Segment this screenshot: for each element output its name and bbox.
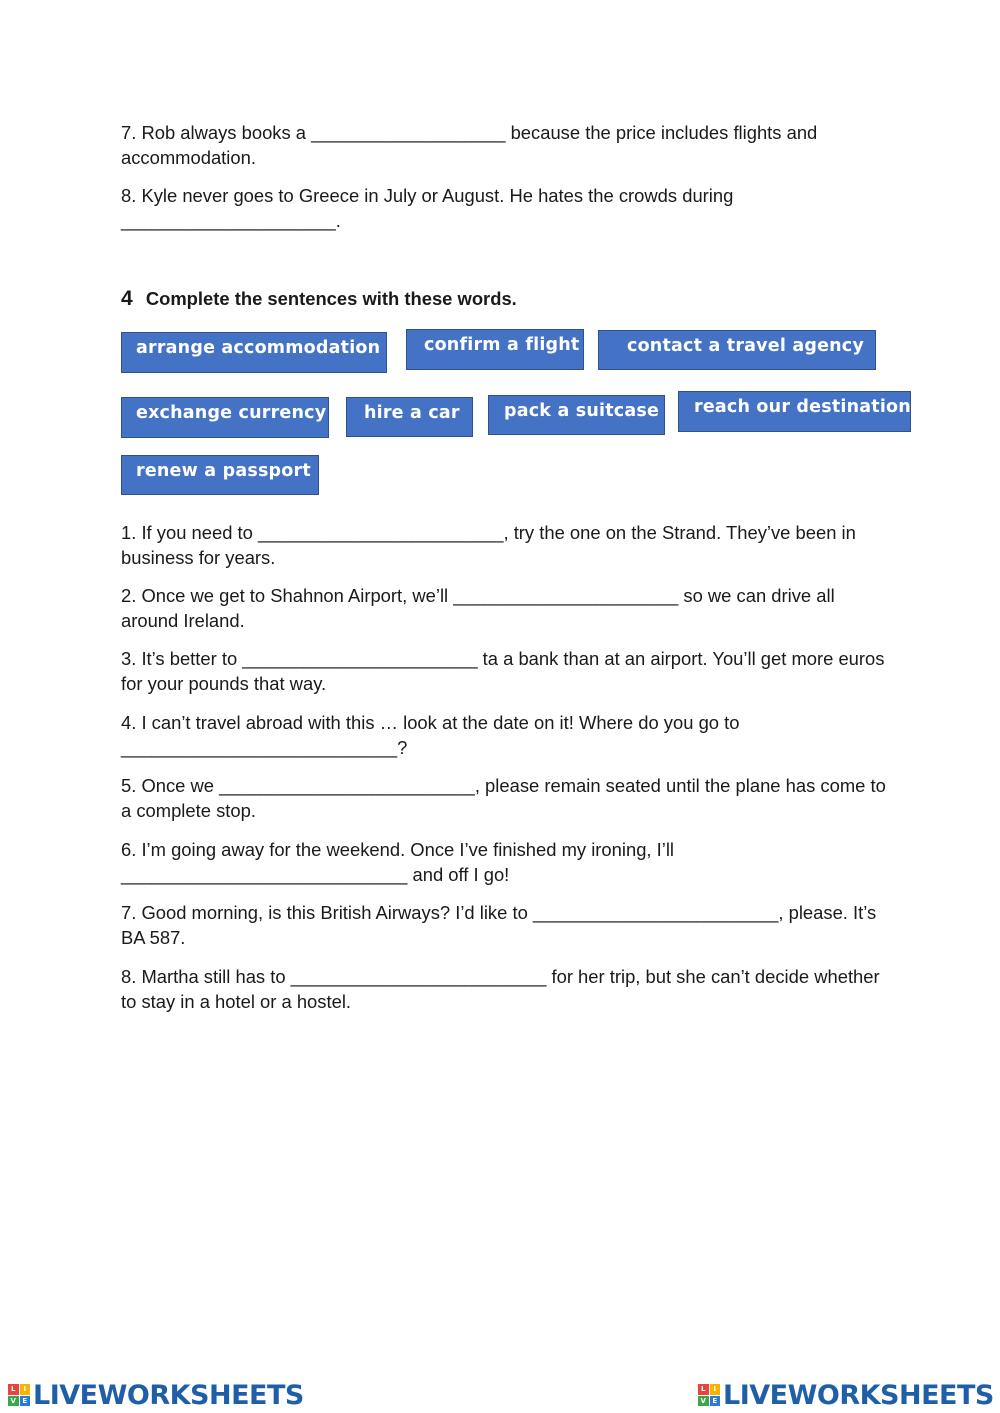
footer-logo-left xyxy=(8,1380,304,1410)
question-7: 7. Good morning, is this British Airways? I’d like to ________________________, please. It’s BA 587. xyxy=(121,902,877,948)
section-heading xyxy=(121,287,517,311)
question-4: 4. I can’t travel abroad with this … look at the date on it! Where do you go to ___________________________? xyxy=(121,712,740,758)
liveworksheets-logo-icon: L I V E xyxy=(698,1384,720,1406)
word-chip-reach-our-destination[interactable]: reach our destination xyxy=(678,391,911,432)
question-3: 3. It’s better to _______________________ ta a bank than at an airport. You’ll get more euros for your pounds that way. xyxy=(121,648,885,694)
liveworksheets-logo-icon: L I V E xyxy=(8,1384,30,1406)
logo-text: LIVEWORKSHEETS xyxy=(723,1379,994,1411)
question-top-7: 7. Rob always books a ___________________ because the price includes flights and accommodation. xyxy=(121,122,818,168)
word-chip-pack-a-suitcase[interactable]: pack a suitcase xyxy=(488,395,665,435)
question-top-8: 8. Kyle never goes to Greece in July or August. He hates the crowds during _____________________. xyxy=(121,185,734,231)
question-2: 2. Once we get to Shahnon Airport, we’ll ______________________ so we can drive all around Ireland. xyxy=(121,585,835,631)
word-chip-renew-a-passport[interactable]: renew a passport xyxy=(121,455,319,495)
question-1: 1. If you need to ________________________, try the one on the Strand. They’ve been in business for years. xyxy=(121,522,856,568)
question-6: 6. I’m going away for the weekend. Once I’ve finished my ironing, I’ll ____________________________ and off I go! xyxy=(121,839,675,885)
footer-logo-right xyxy=(698,1380,994,1410)
word-chip-hire-a-car[interactable]: hire a car xyxy=(346,397,473,437)
section-instruction: Complete the sentences with these words. xyxy=(145,288,517,309)
question-5: 5. Once we _________________________, please remain seated until the plane has come to a complete stop. xyxy=(121,775,886,821)
section-number: 4 xyxy=(121,287,133,310)
logo-text: LIVEWORKSHEETS xyxy=(33,1379,304,1411)
word-chip-arrange-accommodation[interactable]: arrange accommodation xyxy=(121,332,387,373)
word-chip-confirm-a-flight[interactable]: confirm a flight xyxy=(406,329,584,370)
word-chip-contact-a-travel-agency[interactable]: contact a travel agency xyxy=(598,330,876,370)
word-chip-exchange-currency[interactable]: exchange currency xyxy=(121,397,329,438)
question-8: 8. Martha still has to _________________________ for her trip, but she can’t decide whether to stay in a hotel or a hostel. xyxy=(121,966,880,1012)
